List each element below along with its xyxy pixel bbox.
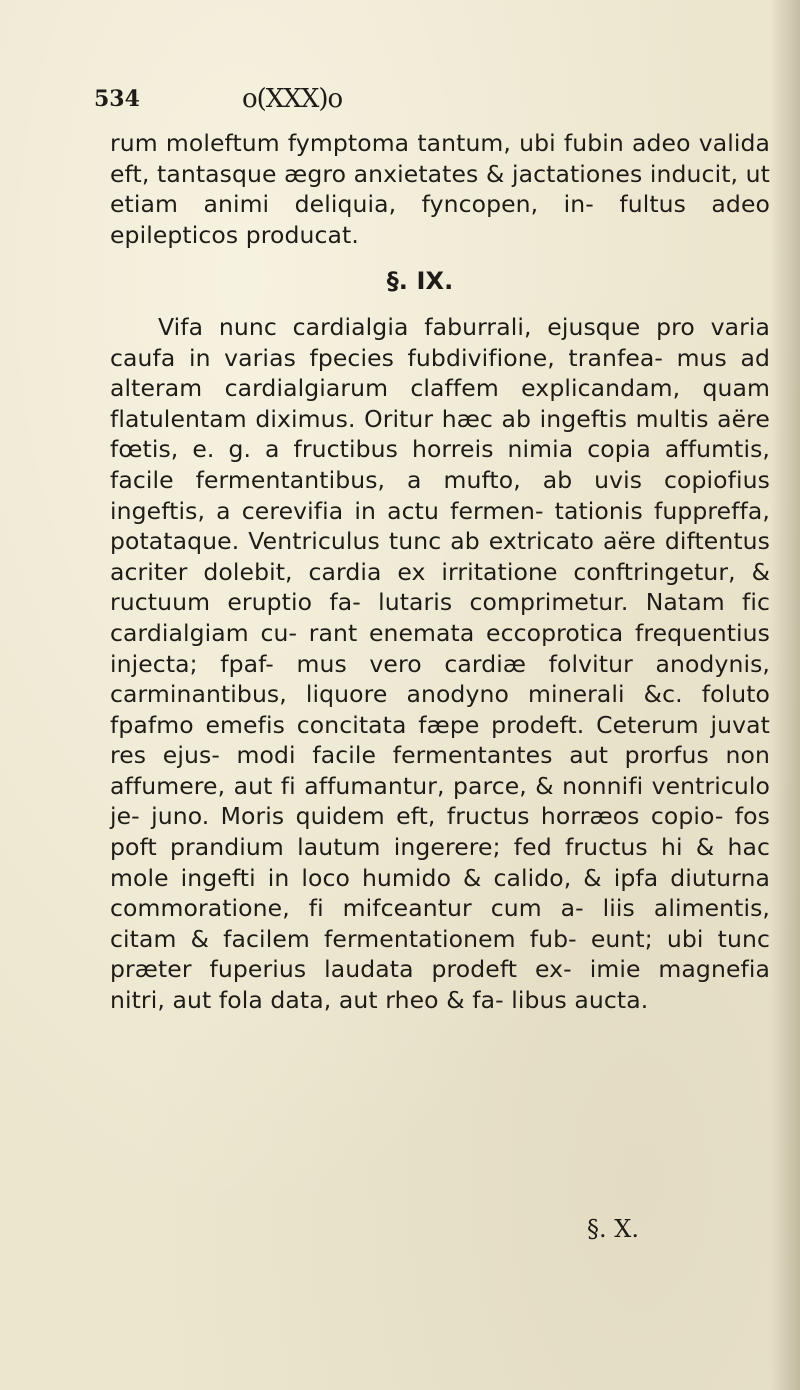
body-text xyxy=(110,128,770,1016)
header-ornament: o(XXX)o xyxy=(242,84,343,114)
page-edge-shadow xyxy=(770,0,800,1390)
section-heading: §. IX. xyxy=(386,267,454,296)
page-header xyxy=(94,80,714,124)
page-footer xyxy=(0,1215,800,1255)
paragraph-continuation: rum moleftum fymptoma tantum, ubi fubin adeo valida eft, tantasque ægro anxietates & jactationes inducit, ut etiam animi deliquia, fyncopen, in- fultus adeo epilepticos producat. xyxy=(110,129,770,249)
paragraph-cardialgia-flatulenta: Vifa nunc cardialgia faburrali, ejusque pro varia caufa in varias fpecies fubdivifione, tranfea- mus ad alteram cardialgiarum claffem explicandam, quam flatulentam diximus. Oritur hæc ab ingeftis multis aëre fœtis, e. g. a fructibus horreis nimia copia affumtis, facile fermentantibus, a mufto, ab uvis copiofius ingeftis, a cerevifia in actu fermen- tationis fuppreffa, potataque. Ventriculus tunc ab extricato aëre diftentus acriter dolebit, cardia ex irritatione conftringetur, & ructuum eruptio fa- lutaris comprimetur. Natam fic cardialgiam cu- rant enemata eccoprotica frequentius injecta; fpaf- mus vero cardiæ folvitur anodynis, carminantibus, liquore anodyno minerali &c. foluto fpafmo emefis concitata fæpe prodeft. Ceterum juvat res ejus- modi facile fermentantes aut prorfus non affumere, aut fi affumantur, parce, & nonnifi ventriculo je- juno. Moris quidem eft, fructus horræos copio- fos poft prandium lautum ingerere; fed fructus hi & hac mole ingefti in loco humido & calido, & ipfa diuturna commoratione, fi mifceantur cum a- liis alimentis, citam & facilem fermentationem fub- eunt; ubi tunc præter fuperius laudata prodeft ex- imie magnefia nitri, aut fola data, aut rheo & fa- libus aucta. xyxy=(110,312,770,1015)
page-number: 534 xyxy=(94,86,140,112)
catchword: §. X. xyxy=(587,1215,639,1243)
